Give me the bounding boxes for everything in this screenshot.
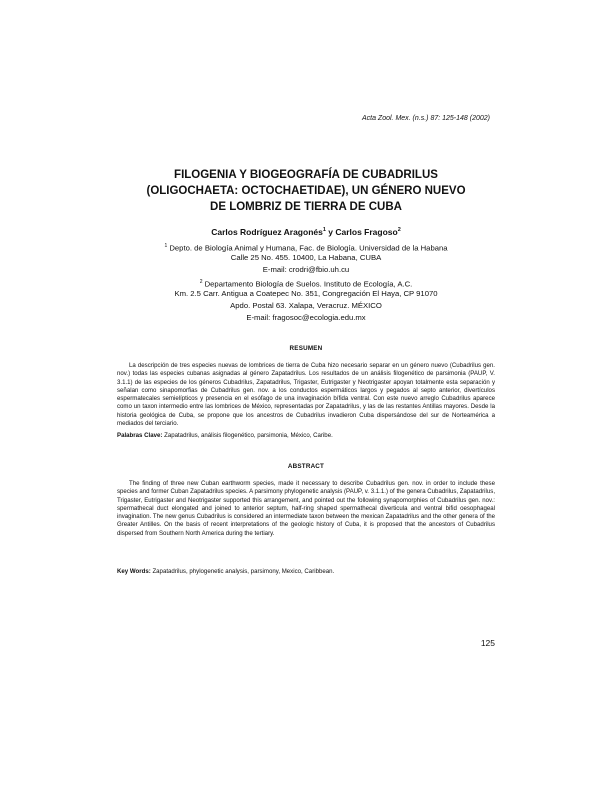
article-title-line-3: DE LOMBRIZ DE TIERRA DE CUBA [210,201,402,213]
affiliation-1-mark: 1 [164,243,168,249]
article-title-line-2: (OLIGOCHAETA: OCTOCHAETIDAE), UN GÉNERO NUEVO [146,185,466,197]
affiliation-2-postal: Apdo. Postal 63. Xalapa, Veracruz. MÉXICO [230,301,382,310]
affiliation-2-institution: Departamento Biología de Suelos. Instituto de Ecología, A.C. [202,279,413,289]
author-1-affiliation-mark: 1 [322,227,326,234]
resumen-keywords-list: Zapatadrilus, análisis filogenético, parsimonia, México, Caribe. [162,432,333,439]
abstract-keywords-label: Key Words: [117,568,151,575]
article-title-line-1: FILOGENIA Y BIOGEOGRAFÍA DE CUBADRILUS [174,169,438,181]
affiliation-1-institution: Depto. de Biología Animal y Humana, Fac. de Biología. Universidad de la Habana [167,243,448,253]
author-2-affiliation-mark: 2 [397,227,401,234]
authors-line [90,227,522,237]
abstract-keywords [117,568,495,576]
abstract-keywords-list: Zapatadrilus, phylogenetic analysis, parsimony, Mexico, Caribbean. [150,568,335,575]
affiliation-1-address: Calle 25 No. 455. 10400, La Habana, CUBA [230,253,382,262]
author-2: Carlos Fragoso [335,227,398,237]
affiliation-2-address: Km. 2.5 Carr. Antigua a Coatepec No. 351, Congregación El Haya, CP 91070 [174,289,438,298]
resumen-keywords-label: Palabras Clave: [117,432,163,439]
affiliation-2-mark: 2 [199,279,203,285]
resumen-keywords [117,432,495,440]
author-connector: y [325,227,336,237]
journal-citation: Acta Zool. Mex. (n.s.) 87: 125-148 (2002) [361,115,490,122]
author-1: Carlos Rodríguez Aragonés [211,227,323,237]
abstract-body: The finding of three new Cuban earthworm species, made it necessary to describe Cubadrilus gen. nov. in order to include these species and former Cuban Zapatadrilus species. A parsimony phylogenetic analysis (PAUP, v. 3.1.1.) of the genera Cubadrilus, Zapatadrilus, Trigaster, Eutrigaster and Neotrigaster supported this arrangement, and pointed out the following synapomorphies of Cubadrilus gen. nov.: spermathecal duct elongated and joined to anterior septum, half-ring shaped spermathecal diverticula and ventral bifid oesophageal invagination. The new genus Cubadrilus is considered an intermediate taxon between the mexican Zapatadrilus and the other genera of the Greater Antilles. On the basis of recent interpretations of the geologic history of Cuba, it is proposed that the ancestors of Cubadrilus dispersed from Southern North America during the tertiary. [117,480,496,537]
abstract-heading: ABSTRACT [287,463,325,470]
page-number: 125 [480,638,495,648]
resumen-heading: RESUMEN [289,345,323,352]
resumen-body: La descripción de tres especies nuevas de lombrices de tierra de Cuba hizo necesario separar en un género nuevo (Cubadrilus gen. nov.) todas las especies cubanas asignadas al género Zapatadrilus. Los resultados de un análisis filogenético de parsimonia (PAUP, V. 3.1.1) de las especies de los géneros Cubadrilus, Zapatadrilus, Trigaster, Eutrigaster y Neotrigaster apoyan totalmente esta separación y señalan como sinapomorfias de Cubadrilus gen. nov. a los conductos espermáticos largos y pegados al septo anterior, divertículos espermatecales semielípticos y presencia en el esófago de una invaginación bífida ventral. Con este nuevo arreglo Cubadrilus aparece como un taxon intermedio entre las lombrices de México, representadas por Zapatadrilus, y las de las restantes Antillas mayores. Desde la historia geológica de Cuba, se propone que los ancestros de Cubadrilus invadieron Cuba dispersándose del sur de Norteamérica a mediados del terciario. [117,362,495,428]
affiliation-1-email: E-mail: crodri@fbio.uh.cu [262,265,350,274]
affiliation-2-email: E-mail: fragosoc@ecologia.edu.mx [246,313,366,322]
